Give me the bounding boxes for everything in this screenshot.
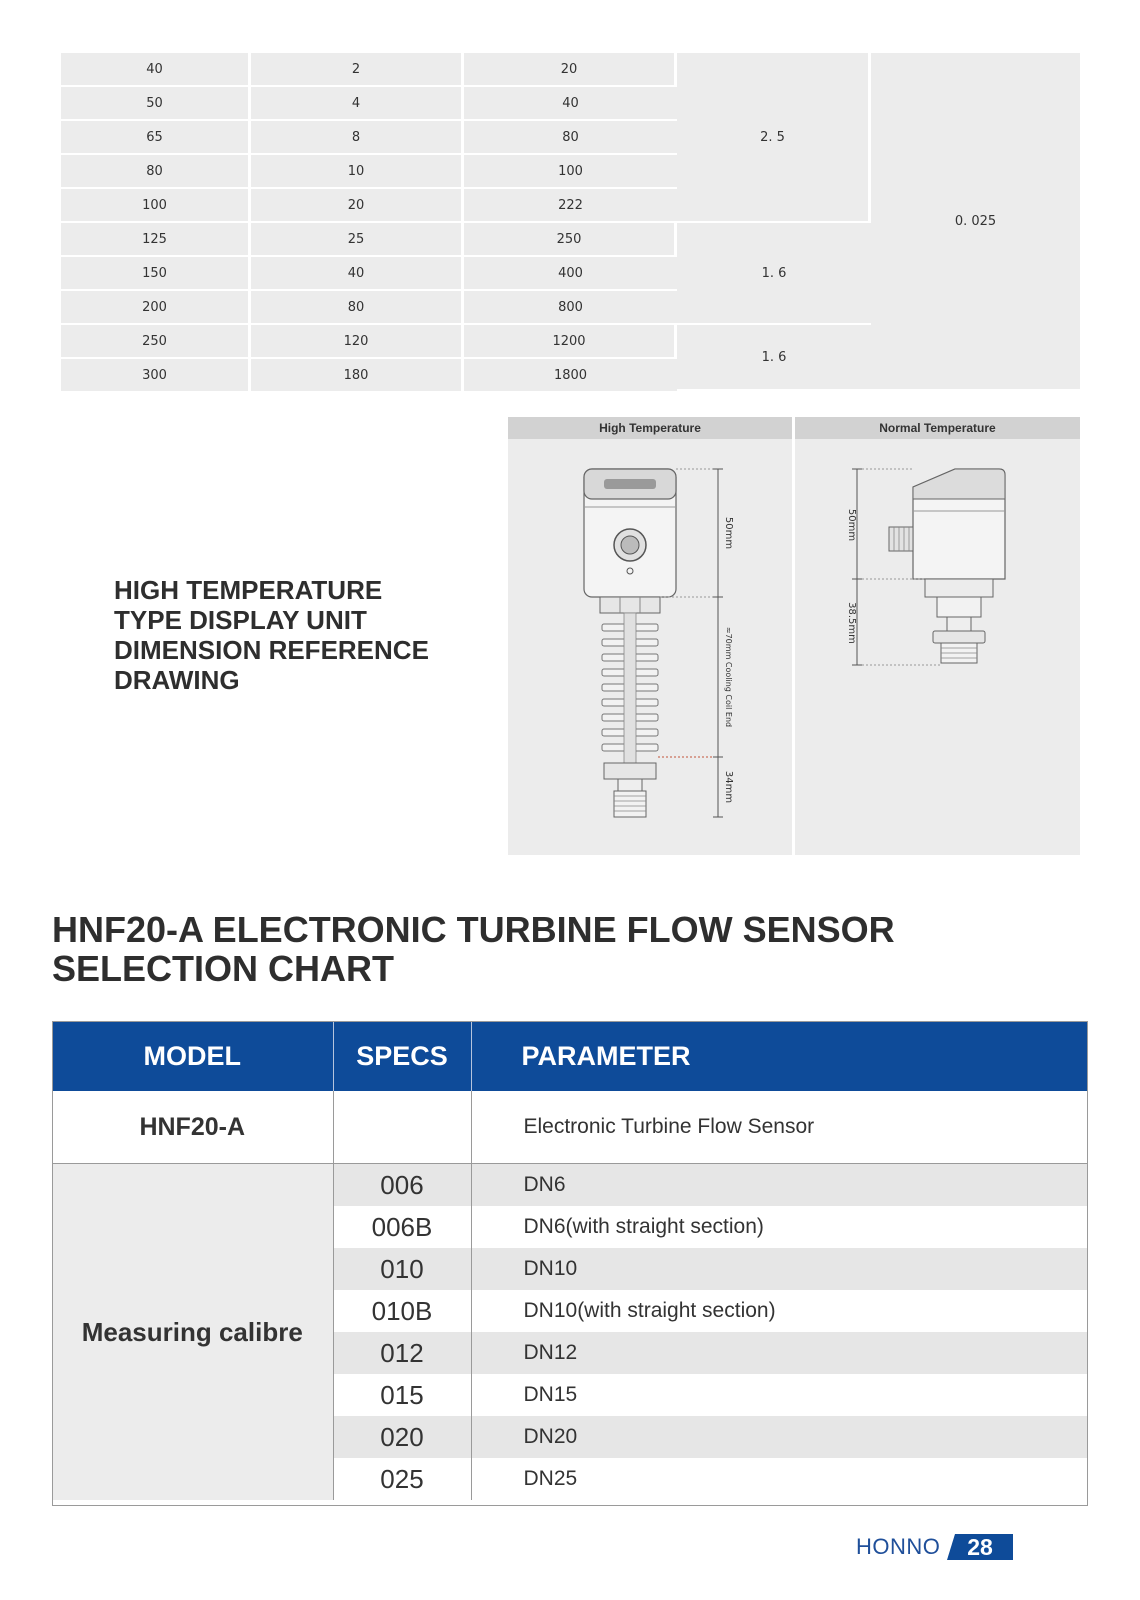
table-row <box>52 1091 1088 1164</box>
spec-description: DN20 <box>471 1416 1088 1458</box>
table-cell: 40 <box>464 87 677 121</box>
selection-table <box>52 1021 1088 1500</box>
table-cell: 50 <box>61 87 251 121</box>
spec-code: 012 <box>333 1332 471 1374</box>
specs-cell <box>333 1091 471 1164</box>
page-number: 28 <box>967 1534 993 1560</box>
table-cell-merged: 1. 6 <box>677 223 871 325</box>
panel-header: Normal Temperature <box>795 417 1080 439</box>
column-header-model: MODEL <box>52 1021 333 1091</box>
table-cell: 100 <box>61 189 251 223</box>
spec-description: DN25 <box>471 1458 1088 1500</box>
caption-line: TYPE DISPLAY UNIT <box>114 605 367 635</box>
table-cell: 40 <box>61 53 251 87</box>
spec-code: 010B <box>333 1290 471 1332</box>
parameter-cell: Electronic Turbine Flow Sensor <box>471 1091 1088 1164</box>
spec-description: DN6 <box>471 1164 1088 1207</box>
spec-code: 006 <box>333 1164 471 1207</box>
caption-line: HIGH TEMPERATURE <box>114 575 383 605</box>
page-title <box>52 910 1052 988</box>
spec-description: DN15 <box>471 1374 1088 1416</box>
table-cell: 10 <box>251 155 464 189</box>
table-cell: 180 <box>251 359 464 391</box>
page-number-badge <box>947 1534 1013 1560</box>
dimension-drawings <box>508 417 1080 855</box>
table-row <box>61 53 1080 87</box>
caption-line: DIMENSION REFERENCE <box>114 635 429 665</box>
table-cell: 120 <box>251 325 464 359</box>
brand-name: HONNO <box>856 1534 941 1559</box>
table-cell-merged: 2. 5 <box>677 53 871 223</box>
table-cell: 125 <box>61 223 251 257</box>
high-temperature-panel <box>508 417 792 855</box>
table-cell: 4 <box>251 87 464 121</box>
normal-temperature-sensor-drawing <box>795 439 1080 855</box>
title-line: HNF20-A ELECTRONIC TURBINE FLOW SENSOR <box>52 909 895 950</box>
table-row <box>52 1164 1088 1207</box>
title-line: SELECTION CHART <box>52 948 394 989</box>
table-cell: 300 <box>61 359 251 391</box>
spec-table <box>61 53 1080 391</box>
table-cell: 222 <box>464 189 677 223</box>
dimension-label: 38.5mm <box>846 602 857 644</box>
high-temperature-sensor-drawing <box>508 439 792 855</box>
table-cell: 65 <box>61 121 251 155</box>
panel-header: High Temperature <box>508 417 792 439</box>
column-header-specs: SPECS <box>333 1021 471 1091</box>
dimension-label: 50mm <box>846 508 857 542</box>
table-cell: 250 <box>464 223 677 257</box>
column-header-parameter: PARAMETER <box>471 1021 1088 1091</box>
spec-description: DN10 <box>471 1248 1088 1290</box>
table-cell: 80 <box>61 155 251 189</box>
table-cell: 400 <box>464 257 677 291</box>
table-cell: 250 <box>61 325 251 359</box>
table-cell: 200 <box>61 291 251 325</box>
caption-line: DRAWING <box>114 665 240 695</box>
table-cell: 40 <box>251 257 464 291</box>
spec-description: DN12 <box>471 1332 1088 1374</box>
table-cell: 1200 <box>464 325 677 359</box>
dimension-label: ≈70mm Cooling Coil End <box>724 626 733 728</box>
table-cell-merged: 1. 6 <box>677 325 871 391</box>
normal-temperature-panel <box>795 417 1080 855</box>
group-label: Measuring calibre <box>52 1164 333 1501</box>
table-cell: 25 <box>251 223 464 257</box>
spec-code: 010 <box>333 1248 471 1290</box>
table-cell: 8 <box>251 121 464 155</box>
table-cell: 20 <box>464 53 677 87</box>
table-cell: 100 <box>464 155 677 189</box>
drawing-caption <box>114 575 494 695</box>
spec-description: DN10(with straight section) <box>471 1290 1088 1332</box>
dimension-label: 50mm <box>723 516 734 550</box>
spec-code: 020 <box>333 1416 471 1458</box>
model-cell: HNF20-A <box>52 1091 333 1164</box>
spec-code: 015 <box>333 1374 471 1416</box>
table-cell: 800 <box>464 291 677 325</box>
dimension-label: 34mm <box>723 770 734 804</box>
table-cell: 1800 <box>464 359 677 391</box>
table-cell: 20 <box>251 189 464 223</box>
table-cell: 2 <box>251 53 464 87</box>
table-cell: 80 <box>464 121 677 155</box>
table-cell: 80 <box>251 291 464 325</box>
table-header-row <box>52 1021 1088 1091</box>
table-cell-merged: 0. 025 <box>871 53 1080 391</box>
spec-description: DN6(with straight section) <box>471 1206 1088 1248</box>
spec-code: 006B <box>333 1206 471 1248</box>
table-cell: 150 <box>61 257 251 291</box>
spec-code: 025 <box>333 1458 471 1500</box>
